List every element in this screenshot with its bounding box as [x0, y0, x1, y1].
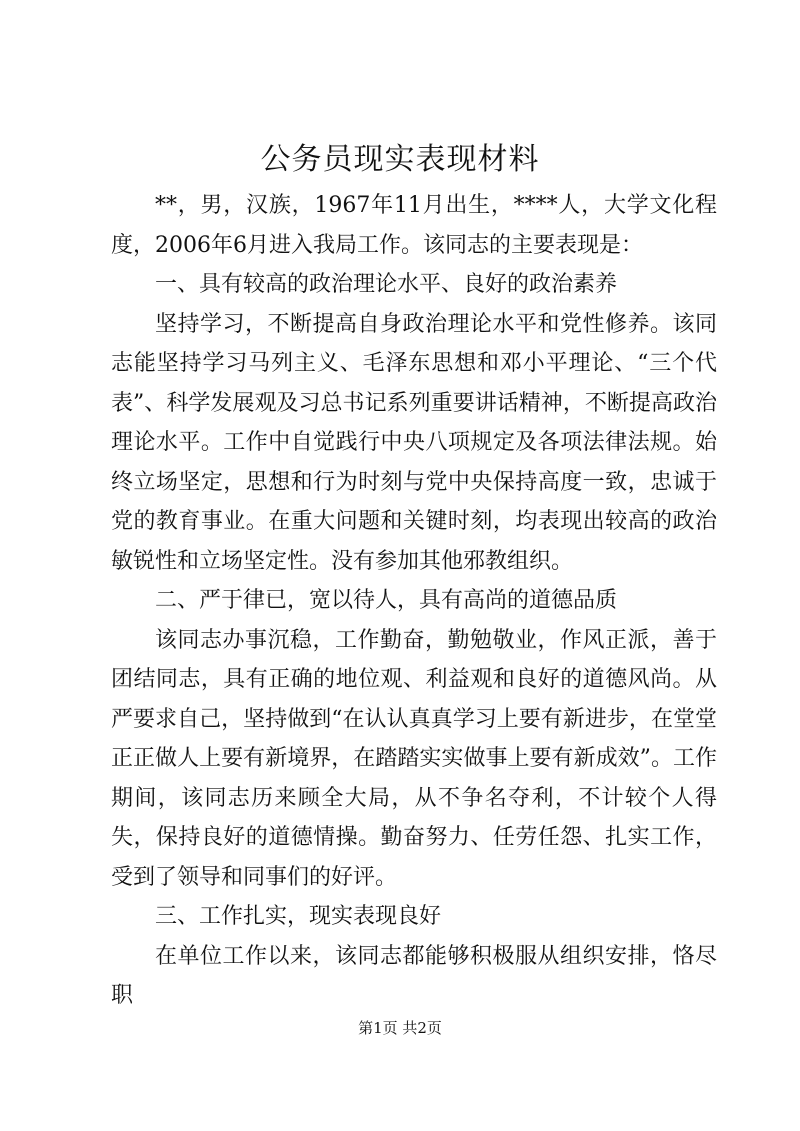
section-heading-1: 一、具有较高的政治理论水平、良好的政治素养: [155, 272, 618, 297]
section-heading-2: 二、严于律已，宽以待人，具有高尚的道德品质: [155, 588, 618, 613]
document-body: [111, 186, 717, 1016]
page-title: 公务员现实表现材料: [260, 142, 540, 177]
intro-paragraph: **，男，汉族，1967年11月出生，****人，大学文化程度，2006年6月进入我局工作。该同志的主要表现是：: [111, 193, 717, 258]
section-heading-3: 三、工作扎实，现实表现良好: [155, 904, 442, 929]
page-number-footer: 第1页 共2页: [358, 1019, 442, 1037]
section-paragraph-1: 坚持学习，不断提高自身政治理论水平和党性修养。该同志能坚持学习马列主义、毛泽东思想和邓小平理论、“三个代表”、科学发展观及习总书记系列重要讲话精神，不断提高政治理论水平。工作中自觉践行中央八项规定及各项法律法规。始终立场坚定，思想和行为时刻与党中央保持高度一致，忠诚于党的教育事业。在重大问题和关键时刻，均表现出较高的政治敏锐性和立场坚定性。没有参加其他邪教组织。: [111, 311, 717, 574]
section-paragraph-3: 在单位工作以来，该同志都能够积极服从组织安排，恪尽职: [111, 943, 717, 1008]
section-paragraph-2: 该同志办事沉稳，工作勤奋，勤勉敬业，作风正派，善于团结同志，具有正确的地位观、利益观和良好的道德风尚。从严要求自己，坚持做到“在认认真真学习上要有新进步，在堂堂正正做人上要有新境界，在踏踏实实做事上要有新成效”。工作期间，该同志历来顾全大局，从不争名夺利，不计较个人得失，保持良好的道德情操。勤奋努力、任劳任怨、扎实工作，受到了领导和同事们的好评。: [111, 627, 717, 890]
